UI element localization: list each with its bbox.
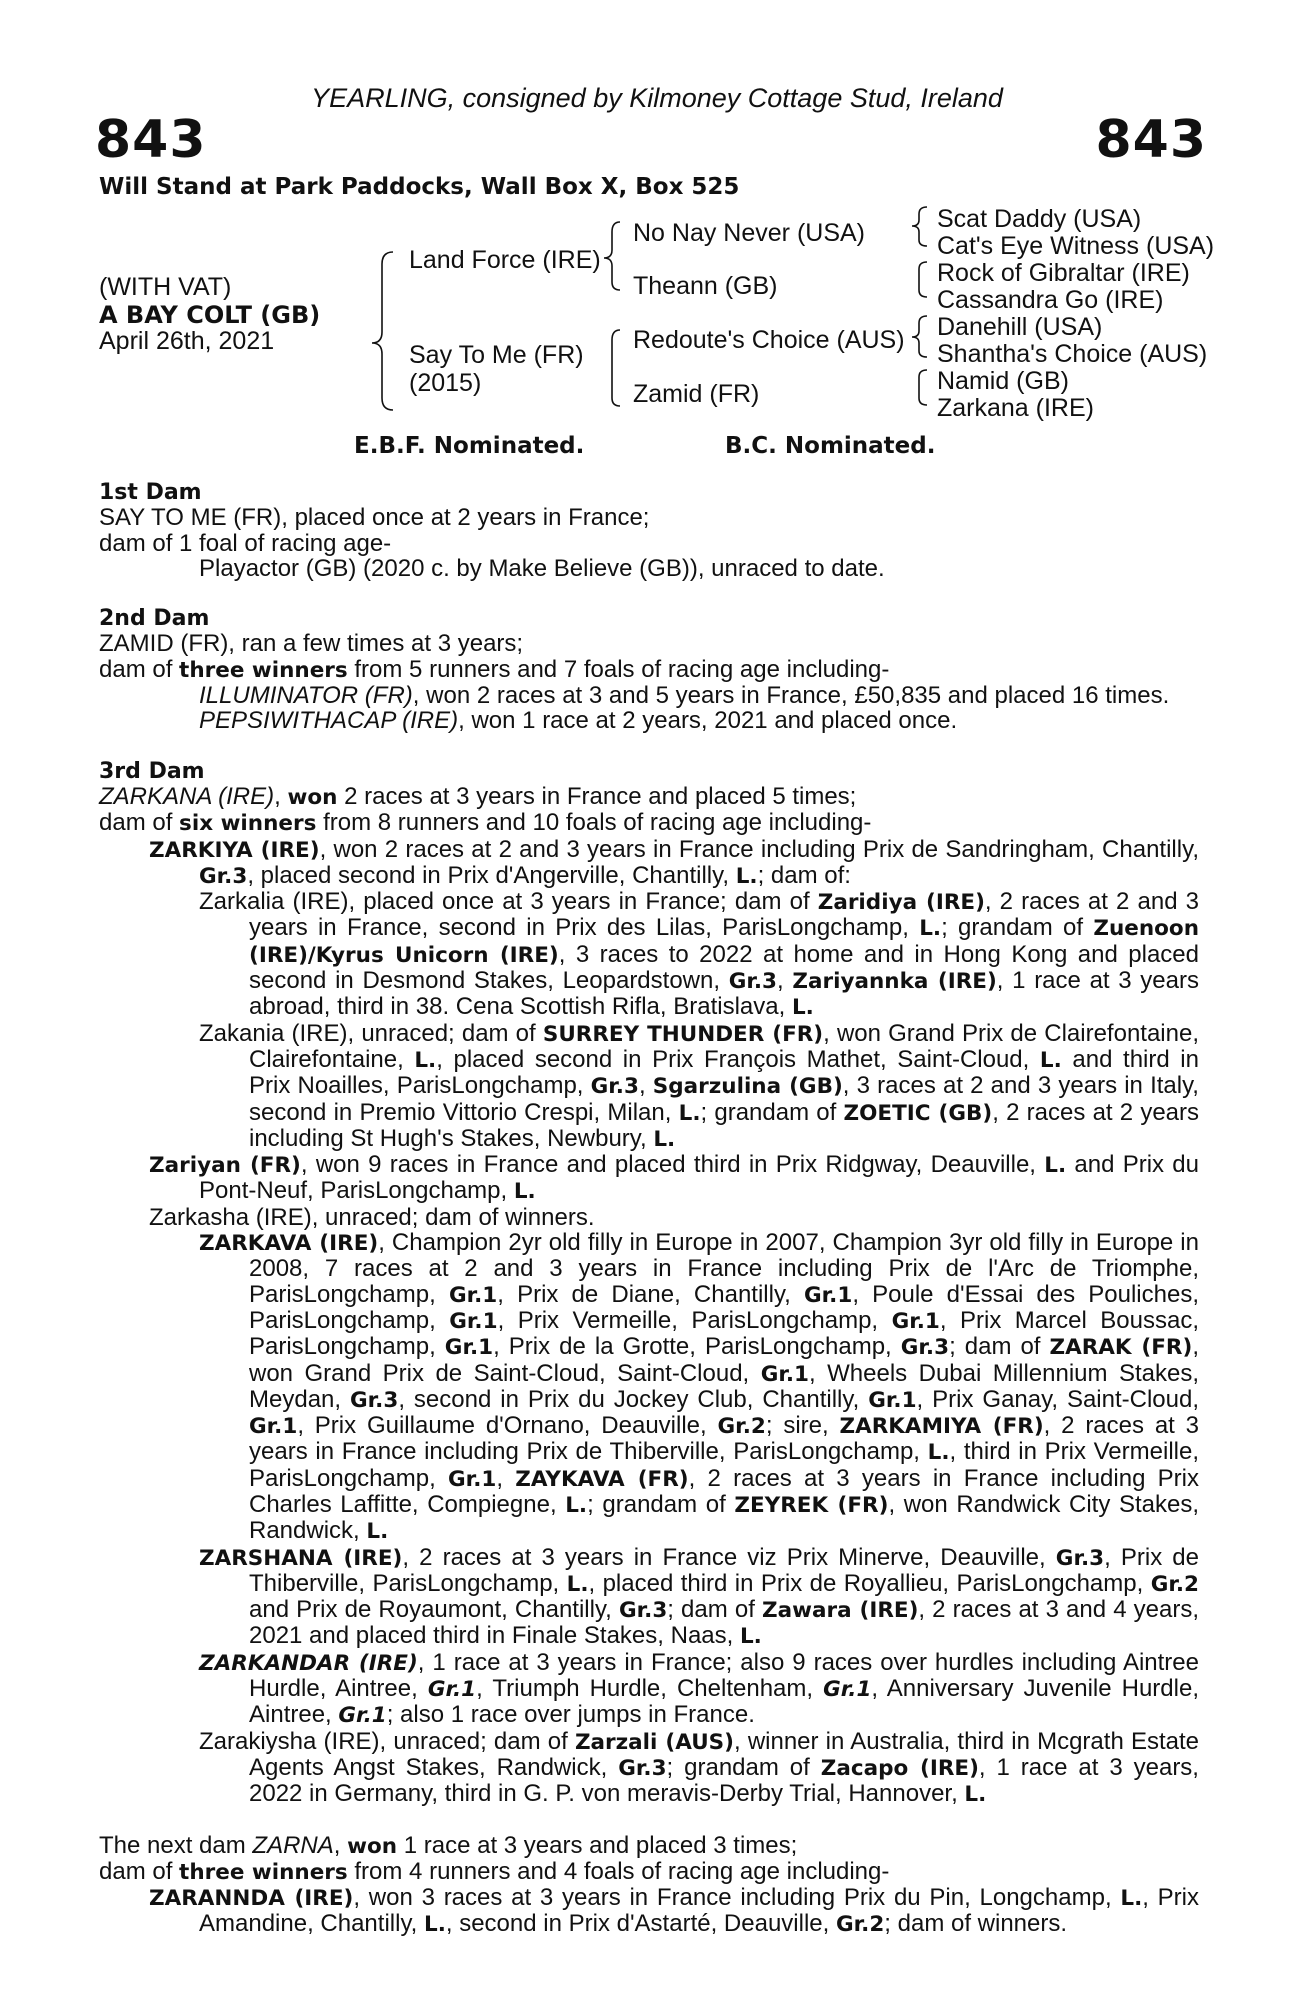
lot-number-left: 843 xyxy=(95,110,207,170)
produce-zarkasha: Zarkasha (IRE), unraced; dam of winners. xyxy=(149,1203,595,1231)
next-dam-line-2: dam of three winners from 4 runners and 4 foals of racing age including- xyxy=(99,1857,890,1885)
second-dam-produce-1: ILLUMINATOR (FR), won 2 races at 3 and 5 years in France, £50,835 and placed 16 times. xyxy=(199,682,1170,710)
produce-zarkalia: Zarkalia (IRE), placed once at 3 years in France; dam of Zaridiya (IRE), 2 races at 2 and 3 years in France, second in Prix des Lilas, ParisLongchamp, L.; grandam of Zuenoon (IRE)/Kyrus Unicorn (IRE), 3 races to 2022 at home and in Hong Kong and placed second in Desmond Stakes, Leopardstown, Gr.3, Zariyannka (IRE), 1 race at 3 years abroad, third in 38. Cena Scottish Rifla, Bratislava, L. xyxy=(199,888,1200,1021)
third-dam-heading: 3rd Dam xyxy=(99,758,205,784)
pedigree-braces xyxy=(0,0,1314,440)
second-dam-line-2: dam of three winners from 5 runners and 7 foals of racing age including- xyxy=(99,655,890,683)
first-dam-line-1: SAY TO ME (FR), placed once at 2 years in France; xyxy=(99,504,650,532)
dam-dam: Zamid (FR) xyxy=(633,380,760,408)
third-dam-intro-2: dam of six winners from 8 runners and 10 foals of racing age including- xyxy=(99,809,872,837)
dam-sire: Redoute's Choice (AUS) xyxy=(633,326,905,354)
produce-zakania: Zakania (IRE), unraced; dam of SURREY THUNDER (FR), won Grand Prix de Clairefontaine, Clairefontaine, L., placed second in Prix François Mathet, Saint-Cloud, L. and third in Prix Noailles, ParisLongchamp, Gr.3, Sgarzulina (GB), 3 races at 2 and 3 years in Italy, second in Premio Vittorio Crespi, Milan, L.; grandam of ZOETIC (GB), 2 races at 2 years including St Hugh's Stakes, Newbury, L. xyxy=(199,1019,1200,1152)
sire-dam: Theann (GB) xyxy=(633,272,778,300)
dam-year: (2015) xyxy=(409,369,482,397)
great-grandsire-3: Danehill (USA) xyxy=(937,313,1103,341)
catalogue-subtitle: YEARLING, consigned by Kilmoney Cottage Stud, Ireland xyxy=(311,83,1003,113)
produce-zarakiysha: Zarakiysha (IRE), unraced; dam of Zarzali (AUS), winner in Australia, third in Mcgrath Estate Agents Angst Stakes, Randwick, Gr.3; grandam of Zacapo (IRE), 1 race at 3 years, 2022 in Germany, third in G. P. von meravis-Derby Trial, Hannover, L. xyxy=(199,1727,1199,1808)
second-dam-line-1: ZAMID (FR), ran a few times at 3 years; xyxy=(99,630,524,658)
produce-zarshana: ZARSHANA (IRE), 2 races at 3 years in France viz Prix Minerve, Deauville, Gr.3, Prix de Thiberville, ParisLongchamp, L., placed third in Prix de Royallieu, ParisLongchamp, Gr.2 and Prix de Royaumont, Chantilly, Gr.3; dam of Zawara (IRE), 2 races at 3 and 4 years, 2021 and placed third in Finale Stakes, Naas, L. xyxy=(199,1543,1200,1650)
vat-note: (WITH VAT) xyxy=(99,273,232,301)
great-granddam-2: Cassandra Go (IRE) xyxy=(937,286,1164,314)
great-grandsire-2: Rock of Gibraltar (IRE) xyxy=(937,259,1190,287)
second-dam-heading: 2nd Dam xyxy=(99,606,210,632)
catalogue-notes xyxy=(99,480,1199,1938)
horse-name: A BAY COLT (GB) xyxy=(99,301,321,329)
great-granddam-1: Cat's Eye Witness (USA) xyxy=(937,232,1215,260)
lot-number-right: 843 xyxy=(1095,110,1207,170)
produce-zarkava: ZARKAVA (IRE), Champion 2yr old filly in Europe in 2007, Champion 3yr old filly in Europe in 2008, 7 races at 2 and 3 years in France including Prix de l'Arc de Triomphe, ParisLongchamp, Gr.1, Prix de Diane, Chantilly, Gr.1, Poule d'Essai des Pouliches, ParisLongchamp, Gr.1, Prix Vermeille, ParisLongchamp, Gr.1, Prix Marcel Boussac, ParisLongchamp, Gr.1, Prix de la Grotte, ParisLongchamp, Gr.3; dam of ZARAK (FR), won Grand Prix de Saint-Cloud, Saint-Cloud, Gr.1, Wheels Dubai Millennium Stakes, Meydan, Gr.3, second in Prix du Jockey Club, Chantilly, Gr.1, Prix Ganay, Saint-Cloud, Gr.1, Prix Guillaume d'Ornano, Deauville, Gr.2; sire, ZARKAMIYA (FR), 2 races at 3 years in France including Prix de Thiberville, ParisLongchamp, L., third in Prix Vermeille, ParisLongchamp, Gr.1, ZAYKAVA (FR), 2 races at 3 years in France including Prix Charles Laffitte, Compiegne, L.; grandam of ZEYREK (FR), won Randwick City Stakes, Randwick, L. xyxy=(199,1229,1200,1545)
first-dam-produce: Playactor (GB) (2020 c. by Make Believe (GB)), unraced to date. xyxy=(199,554,885,582)
sire-sire: No Nay Never (USA) xyxy=(633,219,865,247)
sire: Land Force (IRE) xyxy=(409,246,601,274)
next-dam-line-1: The next dam ZARNA, won 1 race at 3 years and placed 3 times; xyxy=(99,1831,798,1859)
produce-zarkiya: ZARKIYA (IRE), won 2 races at 2 and 3 years in France including Prix de Sandringham, Chantilly, Gr.3, placed second in Prix d'Angerville, Chantilly, L.; dam of: xyxy=(149,835,1199,889)
great-grandsire-4: Namid (GB) xyxy=(937,367,1069,395)
location-line: Will Stand at Park Paddocks, Wall Box X, Box 525 xyxy=(99,174,740,200)
great-grandsire-1: Scat Daddy (USA) xyxy=(937,205,1142,233)
first-dam-heading: 1st Dam xyxy=(99,480,202,505)
bc-nomination: B.C. Nominated. xyxy=(725,433,936,459)
second-dam-produce-2: PEPSIWITHACAP (IRE), won 1 race at 2 years, 2021 and placed once. xyxy=(199,707,958,735)
produce-zarannda: ZARANNDA (IRE), won 3 races at 3 years in France including Prix du Pin, Longchamp, L., Prix Amandine, Chantilly, L., second in Prix d'Astarté, Deauville, Gr.2; dam of winners. xyxy=(149,1884,1200,1938)
produce-zariyan: Zariyan (FR), won 9 races in France and placed third in Prix Ridgway, Deauville, L. and Prix du Pont-Neuf, ParisLongchamp, L. xyxy=(149,1151,1199,1205)
great-granddam-4: Zarkana (IRE) xyxy=(937,394,1094,422)
ebf-nomination: E.B.F. Nominated. xyxy=(354,433,585,459)
first-dam-line-2: dam of 1 foal of racing age- xyxy=(99,529,392,557)
great-granddam-3: Shantha's Choice (AUS) xyxy=(937,340,1208,368)
third-dam-intro-1: ZARKANA (IRE), won 2 races at 3 years in France and placed 5 times; xyxy=(99,782,857,810)
dam: Say To Me (FR) xyxy=(409,341,584,369)
foaling-date: April 26th, 2021 xyxy=(99,327,275,355)
produce-zarkandar: ZARKANDAR (IRE), 1 race at 3 years in France; also 9 races over hurdles including Aintree Hurdle, Aintree, Gr.1, Triumph Hurdle, Cheltenham, Gr.1, Anniversary Juvenile Hurdle, Aintree, Gr.1; also 1 race over jumps in France. xyxy=(199,1648,1199,1729)
